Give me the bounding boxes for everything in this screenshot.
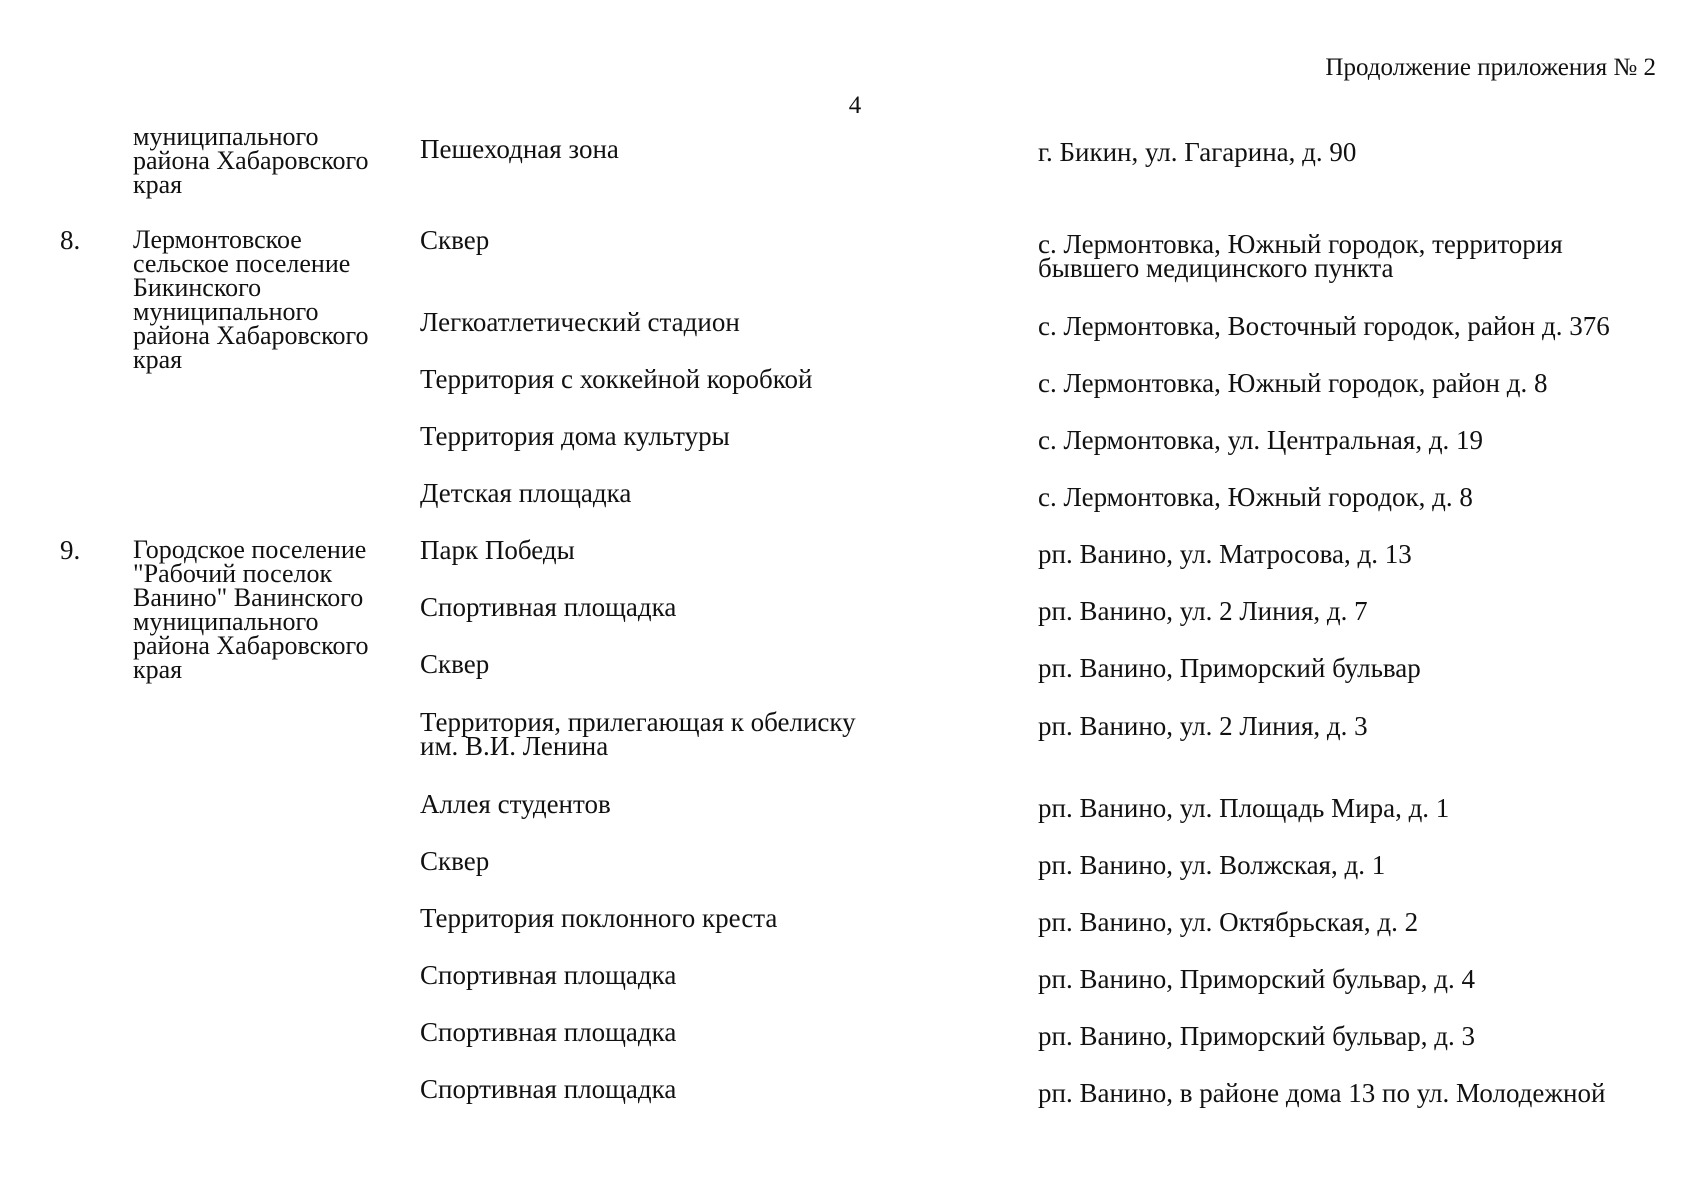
object-address: рп. Ванино, ул. 2 Линия, д. 3 [1038,711,1368,741]
municipality-line: муниципального [133,607,319,636]
municipality-line: района Хабаровского [133,146,369,175]
object-address: рп. Ванино, Приморский бульвар, д. 3 [1038,1021,1475,1051]
object-name: Спортивная площадка [420,960,677,990]
object-address: рп. Ванино, Приморский бульвар [1038,653,1421,683]
municipality-line: Городское поселение [133,535,367,564]
municipality-line: края [133,655,183,684]
appendix-continuation-note: Продолжение приложения № 2 [1325,54,1656,81]
municipality-line: "Рабочий поселок [133,559,333,588]
municipality-line: района Хабаровского [133,631,369,660]
object-address: г. Бикин, ул. Гагарина, д. 90 [1038,137,1357,167]
object-address: с. Лермонтовка, Южный городок, д. 8 [1038,482,1473,512]
page-number: 4 [848,92,862,119]
object-name: Спортивная площадка [420,1074,677,1104]
object-name: Детская площадка [420,478,632,508]
municipality-line: Бикинского [133,273,262,302]
object-name: Легкоатлетический стадион [420,307,740,337]
object-name: Территория поклонного креста [420,903,778,933]
object-address: рп. Ванино, ул. Октябрьская, д. 2 [1038,907,1419,937]
municipality-line: района Хабаровского [133,321,369,350]
object-name: Сквер [420,846,490,876]
object-name: Территория дома культуры [420,421,730,451]
object-name: Парк Победы [420,535,575,565]
municipality-line: Лермонтовское [133,225,302,254]
object-address: бывшего медицинского пункта [1038,253,1394,283]
object-name: Территория с хоккейной коробкой [420,364,813,394]
object-address: рп. Ванино, ул. Волжская, д. 1 [1038,850,1386,880]
object-name: Аллея студентов [420,789,611,819]
row-number: 9. [60,535,81,565]
municipality-line: края [133,170,183,199]
object-name: Спортивная площадка [420,592,677,622]
object-name: Пешеходная зона [420,134,619,164]
object-name: Сквер [420,649,490,679]
municipality-line: муниципального [133,122,319,151]
municipality-line: муниципального [133,297,319,326]
object-name: Спортивная площадка [420,1017,677,1047]
municipality-line: сельское поселение [133,249,351,278]
object-address: рп. Ванино, ул. Площадь Мира, д. 1 [1038,793,1450,823]
object-name: Территория, прилегающая к обелиску [420,707,856,737]
object-address: с. Лермонтовка, ул. Центральная, д. 19 [1038,425,1484,455]
object-address: с. Лермонтовка, Восточный городок, район д. 376 [1038,311,1610,341]
municipality-line: края [133,345,183,374]
object-address: рп. Ванино, ул. Матросова, д. 13 [1038,539,1412,569]
object-address: рп. Ванино, ул. 2 Линия, д. 7 [1038,596,1368,626]
object-address: с. Лермонтовка, Южный городок, территория [1038,229,1563,259]
object-address: рп. Ванино, в районе дома 13 по ул. Молодежной [1038,1078,1606,1108]
object-name: Сквер [420,225,490,255]
object-address: рп. Ванино, Приморский бульвар, д. 4 [1038,964,1475,994]
object-address: с. Лермонтовка, Южный городок, район д. 8 [1038,368,1548,398]
row-number: 8. [60,225,81,255]
object-name: им. В.И. Ленина [420,731,609,761]
municipality-line: Ванино" Ванинского [133,583,364,612]
